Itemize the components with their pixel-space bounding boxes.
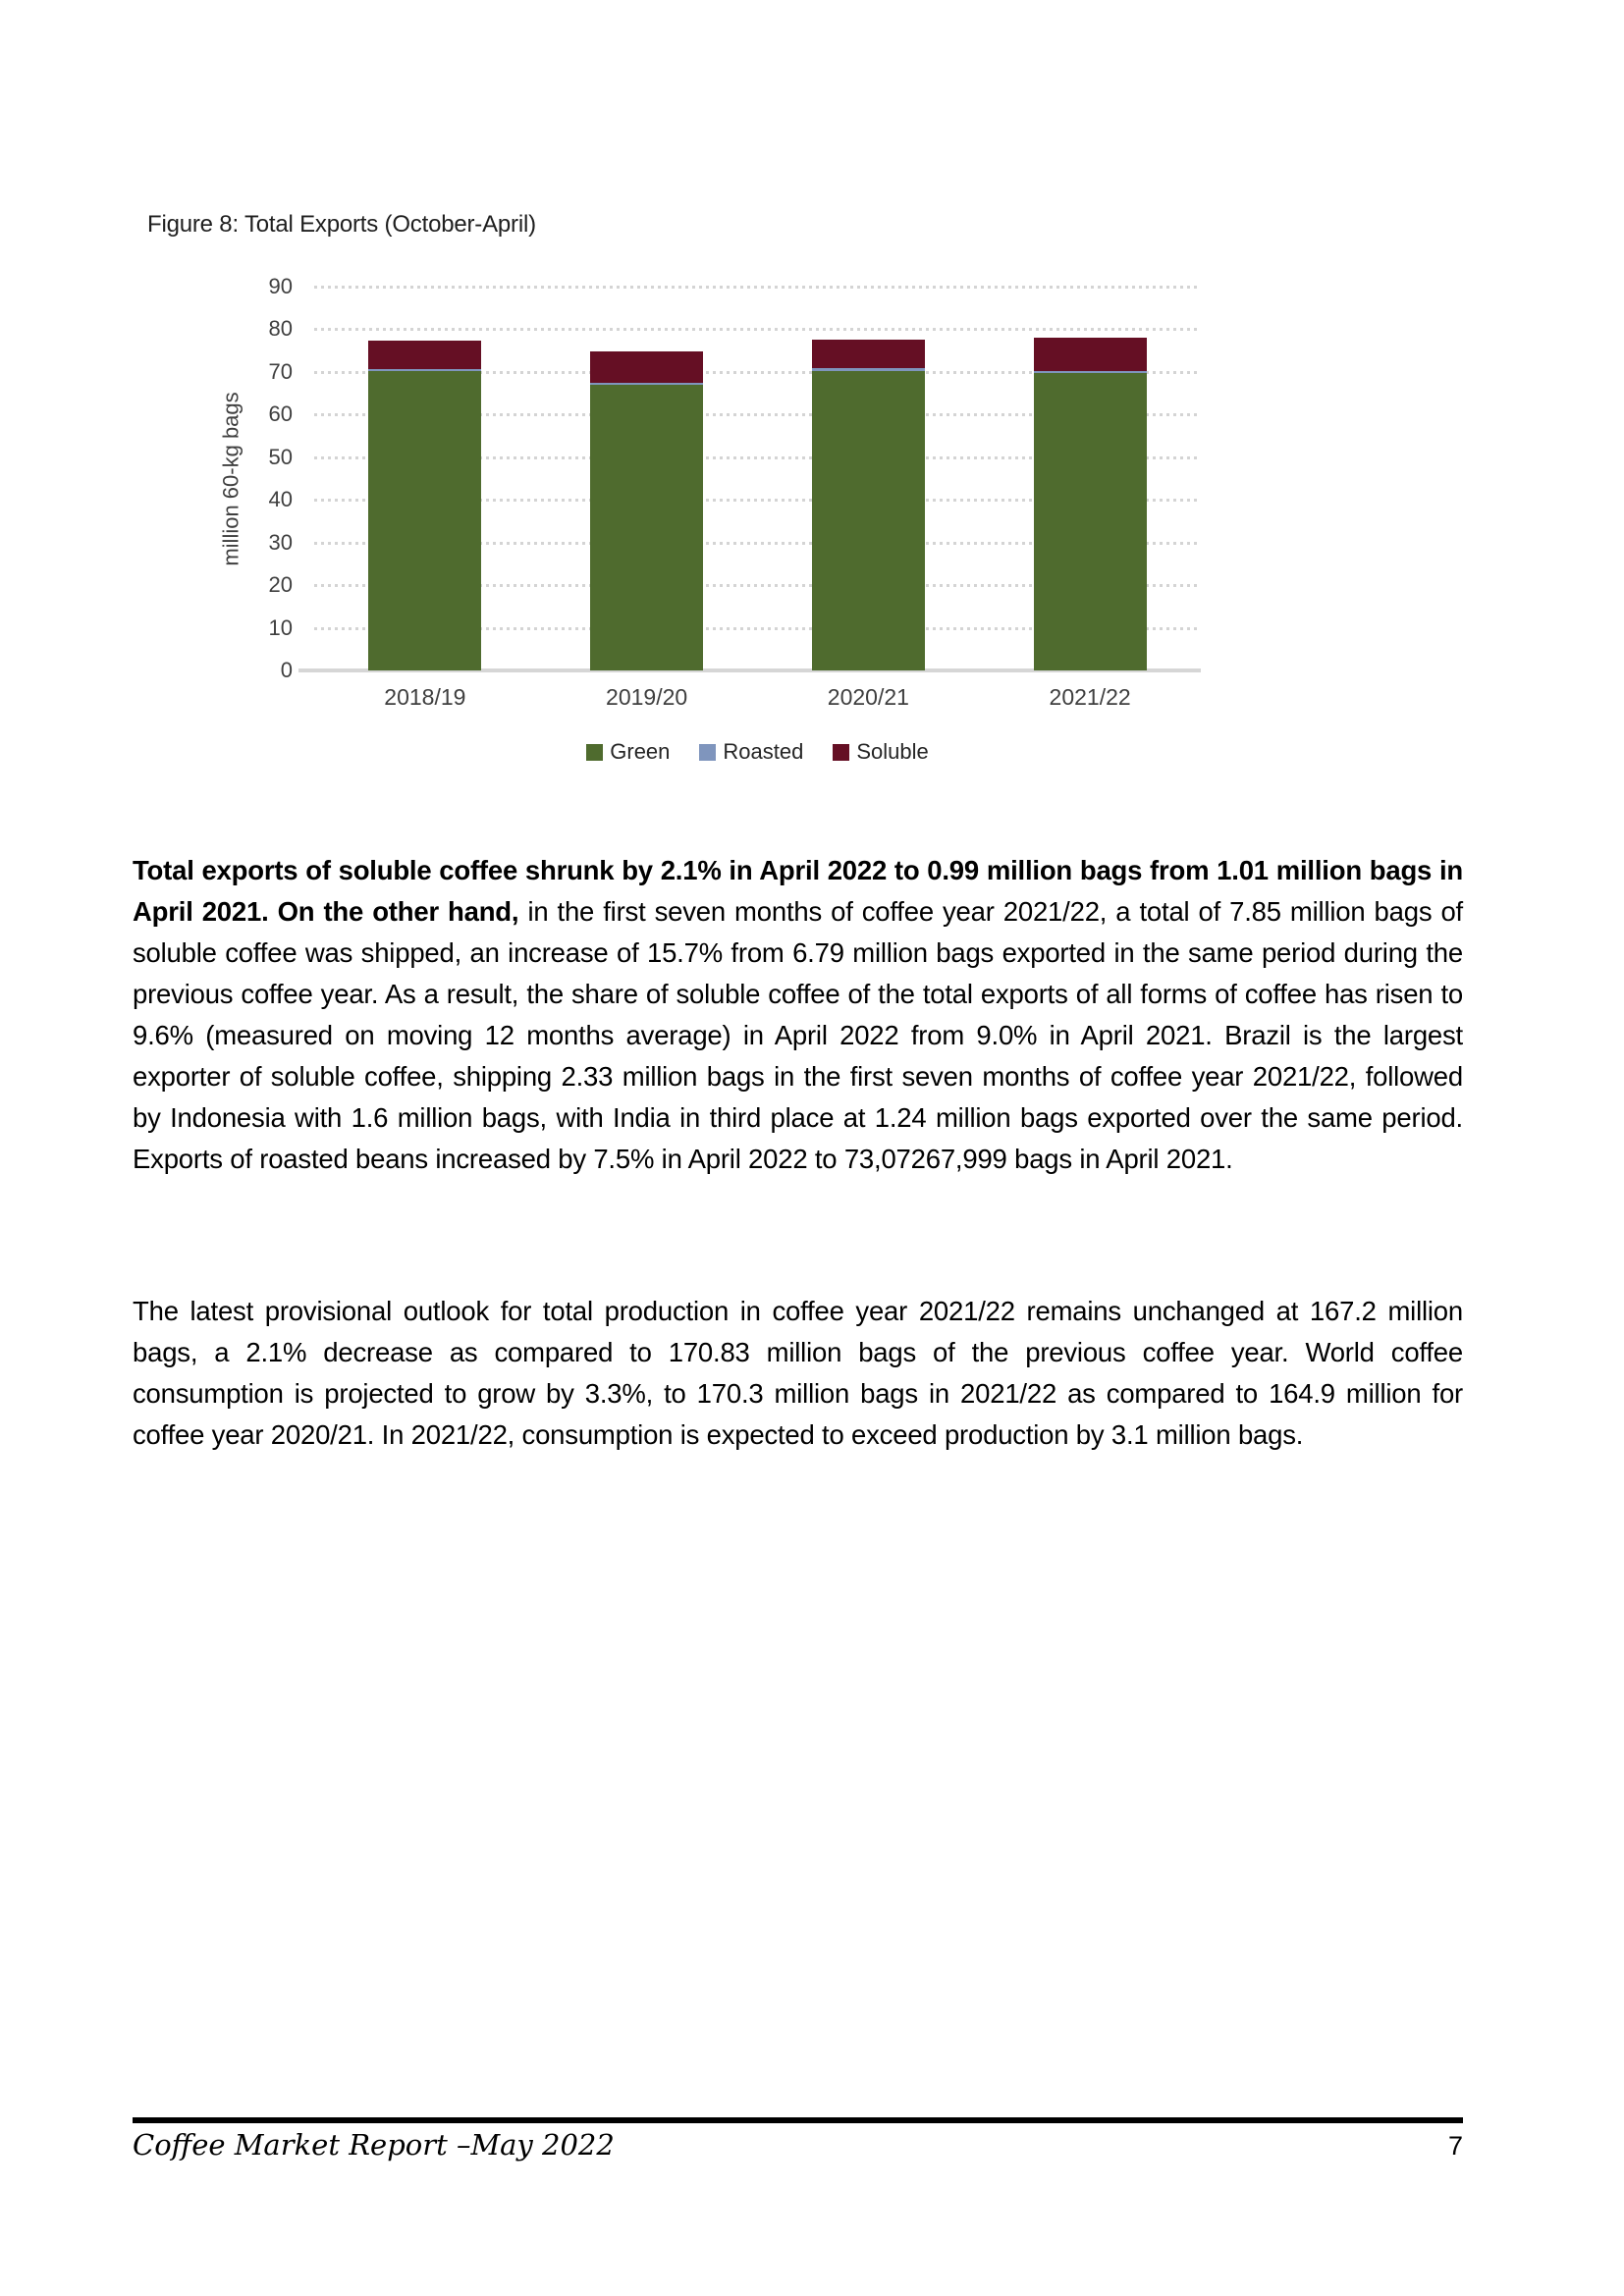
bar-segment-roasted-2021-22 bbox=[1034, 371, 1147, 373]
legend-item-roasted bbox=[699, 739, 803, 765]
legend-label-soluble: Soluble bbox=[856, 739, 929, 764]
y-tick-label-0: 0 bbox=[280, 658, 293, 682]
footer bbox=[133, 2128, 1463, 2162]
gridline-90 bbox=[314, 286, 1201, 289]
legend-swatch-green bbox=[586, 744, 603, 761]
y-tick-label-30: 30 bbox=[268, 529, 293, 555]
bar-segment-roasted-2020-21 bbox=[812, 368, 925, 370]
legend-swatch-soluble bbox=[833, 744, 849, 761]
bar-segment-roasted-2018-19 bbox=[368, 369, 481, 371]
figure-title: Figure 8: Total Exports (October-April) bbox=[147, 211, 536, 238]
bar-segment-green-2021-22 bbox=[1034, 373, 1147, 670]
paragraph-body-text: in the first seven months of coffee year 2021/22, a total of 7.85 million bags of soluble coffee was shipped, an increase of 15.7% from 6.79 million bags exported in the same period during the previous coffee year. As a result, the share of soluble coffee of the total exports of all forms of coffee has risen to 9.6% (measured on moving 12 months average) in April 2022 from 9.0% in April 2021. Brazil is the largest exporter of soluble coffee, shipping 2.33 million bags in the first seven months of coffee year 2021/22, followed by Indonesia with 1.6 million bags, with India in third place at 1.24 million bags exported over the same period. Exports of roasted beans increased by 7.5% in April 2022 to 73,07267,999 bags in April 2021. bbox=[133, 895, 1463, 1174]
footer-divider bbox=[133, 2117, 1463, 2123]
bar-segment-soluble-2019-20 bbox=[590, 351, 703, 382]
y-tick-label-90: 90 bbox=[268, 274, 293, 298]
chart-legend bbox=[314, 739, 1201, 765]
y-tick-label-10: 10 bbox=[268, 614, 293, 640]
y-tick-label-40: 40 bbox=[268, 487, 293, 512]
x-axis-labels bbox=[314, 684, 1201, 714]
y-tick-label-50: 50 bbox=[268, 444, 293, 469]
bar-segment-green-2020-21 bbox=[812, 371, 925, 670]
paragraph-soluble-exports bbox=[133, 850, 1463, 1180]
paragraph-production-outlook: The latest provisional outlook for total production in coffee year 2021/22 remains unchanged at 167.2 million bags, a 2.1% decrease as compared to 170.83 million bags of the previous coffee year. World coffee consumption is projected to grow by 3.3%, to 170.3 million bags in 2021/22 as compared to 164.9 million for coffee year 2020/21. In 2021/22, consumption is expected to exceed production by 3.1 million bags. bbox=[133, 1295, 1463, 1450]
x-tick-label-2020-21: 2020/21 bbox=[827, 684, 909, 710]
footer-page-number: 7 bbox=[1447, 2131, 1463, 2161]
legend-item-green bbox=[586, 739, 670, 765]
paragraph-lead-bold: Total exports of soluble coffee shrunk by 2.1% in April 2022 to 0.99 million bags from 1.01 million bags in April 2021. On the other hand, bbox=[133, 854, 1463, 927]
x-tick-label-2021-22: 2021/22 bbox=[1049, 684, 1131, 710]
bar-segment-soluble-2018-19 bbox=[368, 341, 481, 368]
x-tick-label-2018-19: 2018/19 bbox=[384, 684, 466, 710]
bar-segment-green-2018-19 bbox=[368, 371, 481, 670]
bar-segment-soluble-2020-21 bbox=[812, 340, 925, 369]
y-tick-label-20: 20 bbox=[268, 572, 293, 598]
legend-swatch-roasted bbox=[699, 744, 716, 761]
y-tick-label-70: 70 bbox=[268, 358, 293, 384]
gridline-80 bbox=[314, 328, 1201, 331]
legend-label-green: Green bbox=[610, 739, 671, 764]
bar-segment-soluble-2021-22 bbox=[1034, 338, 1147, 371]
legend-item-soluble bbox=[833, 739, 928, 765]
y-axis-ticks bbox=[0, 274, 293, 682]
x-tick-label-2019-20: 2019/20 bbox=[606, 684, 688, 710]
y-axis-title-text: million 60-kg bags bbox=[219, 391, 244, 566]
plot-area bbox=[314, 287, 1201, 670]
bar-segment-roasted-2019-20 bbox=[590, 383, 703, 385]
y-tick-label-60: 60 bbox=[268, 401, 293, 427]
y-tick-label-80: 80 bbox=[268, 316, 293, 342]
bar-segment-green-2019-20 bbox=[590, 385, 703, 671]
legend-label-roasted: Roasted bbox=[723, 739, 804, 764]
footer-report-title: Coffee Market Report –May 2022 bbox=[133, 2128, 615, 2162]
